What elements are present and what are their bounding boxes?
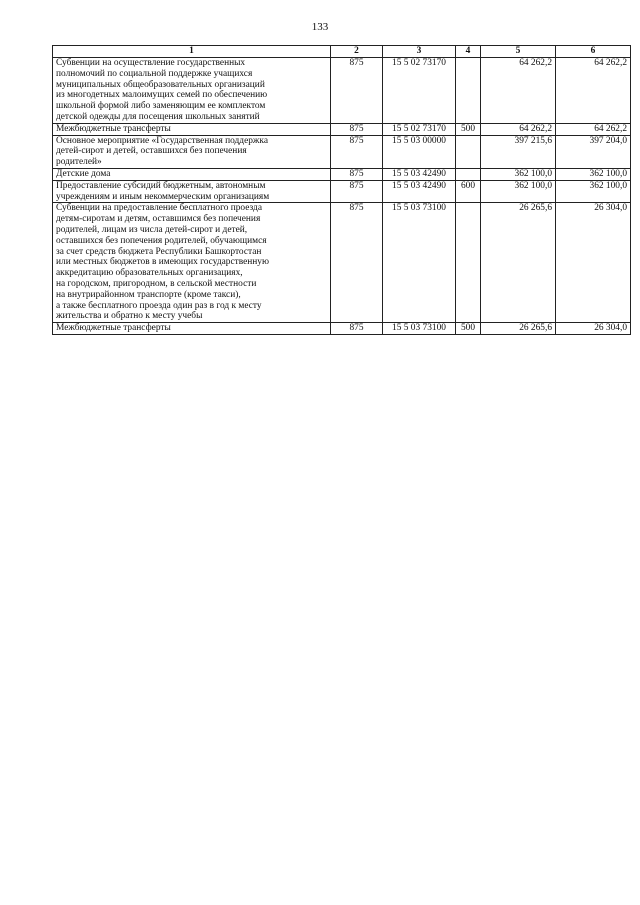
expense-type: 600	[456, 180, 481, 203]
amount-year-2: 64 262,2	[556, 58, 631, 124]
row-name-line: муниципальных общеобразовательных организаций	[56, 79, 265, 90]
row-name-line: школьной формой либо заменяющим ее комплектом	[56, 101, 266, 112]
row-name-line: учреждениям и иным некоммерческим организациям	[56, 191, 270, 202]
amount-year-1: 26 265,6	[481, 203, 556, 323]
row-name-line: Основное мероприятие «Государственная поддержка	[56, 135, 268, 146]
row-name	[53, 168, 331, 180]
header-cell: 5	[481, 46, 556, 58]
row-name-line: на городском, пригородном, в сельской местности	[56, 278, 257, 289]
row-name-line: из многодетных малоимущих семей по обеспечению	[56, 90, 268, 101]
ministry-code: 875	[331, 323, 383, 335]
row-name-line: Предоставление субсидий бюджетным, автономным	[56, 180, 266, 191]
ministry-code: 875	[331, 135, 383, 168]
expense-type	[456, 135, 481, 168]
article-code: 15 5 03 73100	[383, 323, 456, 335]
header-cell: 4	[456, 46, 481, 58]
expense-type	[456, 203, 481, 323]
table-row	[53, 168, 631, 180]
header-cell: 3	[383, 46, 456, 58]
row-name	[53, 135, 331, 168]
amount-year-1: 26 265,6	[481, 323, 556, 335]
row-name-line: Субвенции на осуществление государственных	[56, 58, 246, 68]
amount-year-1: 64 262,2	[481, 123, 556, 135]
amount-year-2: 362 100,0	[556, 180, 631, 203]
row-name-line: полномочий по социальной поддержке учащихся	[56, 68, 253, 79]
ministry-code: 875	[331, 58, 383, 124]
page-number: 133	[311, 21, 329, 33]
expense-type: 500	[456, 123, 481, 135]
amount-year-1: 362 100,0	[481, 168, 556, 180]
row-name	[53, 323, 331, 335]
header-row	[53, 46, 631, 58]
ministry-code: 875	[331, 123, 383, 135]
row-name	[53, 203, 331, 323]
row-name-line: Межбюджетные трансферты	[56, 323, 171, 334]
row-name-line: детской одежды для посещения школьных занятий	[56, 111, 260, 122]
row-name-line: на внутрирайонном транспорте (кроме такси),	[56, 289, 241, 300]
row-name-line: родителей»	[56, 157, 102, 168]
row-name-line: Детские дома	[56, 168, 111, 179]
amount-year-1: 64 262,2	[481, 58, 556, 124]
row-name	[53, 180, 331, 203]
table-body	[53, 58, 631, 335]
row-name-line: жительства и обратно к месту учебы	[56, 311, 203, 322]
row-name-line: а также бесплатного проезда один раз в год к месту	[56, 300, 262, 311]
article-code: 15 5 03 42490	[383, 168, 456, 180]
row-name-line: аккредитацию образовательных организациях,	[56, 268, 243, 279]
row-name-line: родителей, лицам из числа детей-сирот и детей,	[56, 224, 248, 235]
expense-type	[456, 168, 481, 180]
row-name-line: оставшихся без попечения родителей, обучающимся	[56, 235, 267, 246]
row-name-line: детям-сиротам и детям, оставшимся без попечения	[56, 214, 261, 225]
header-cell: 6	[556, 46, 631, 58]
header-cell: 1	[53, 46, 331, 58]
table-row	[53, 58, 631, 124]
table-row	[53, 180, 631, 203]
expense-type: 500	[456, 323, 481, 335]
ministry-code: 875	[331, 180, 383, 203]
row-name-line: детей-сирот и детей, оставшихся без попечения	[56, 146, 247, 157]
article-code: 15 5 02 73170	[383, 58, 456, 124]
ministry-code: 875	[331, 203, 383, 323]
article-code: 15 5 03 00000	[383, 135, 456, 168]
row-name-line: за счет средств бюджета Республики Башкортостан	[56, 246, 262, 257]
article-code: 15 5 03 42490	[383, 180, 456, 203]
row-name	[53, 123, 331, 135]
row-name	[53, 58, 331, 124]
budget-table	[52, 45, 631, 335]
amount-year-1: 397 215,6	[481, 135, 556, 168]
amount-year-2: 26 304,0	[556, 323, 631, 335]
table-row	[53, 123, 631, 135]
amount-year-2: 362 100,0	[556, 168, 631, 180]
row-name-line: или местных бюджетов в имеющих государственную	[56, 257, 269, 268]
amount-year-1: 362 100,0	[481, 180, 556, 203]
row-name-line: Межбюджетные трансферты	[56, 123, 171, 134]
ministry-code: 875	[331, 168, 383, 180]
table-row	[53, 135, 631, 168]
table-row	[53, 203, 631, 323]
amount-year-2: 397 204,0	[556, 135, 631, 168]
table-row	[53, 323, 631, 335]
article-code: 15 5 03 73100	[383, 203, 456, 323]
amount-year-2: 64 262,2	[556, 123, 631, 135]
expense-type	[456, 58, 481, 124]
article-code: 15 5 02 73170	[383, 123, 456, 135]
row-name-line: Субвенции на предоставление бесплатного проезда	[56, 203, 262, 214]
amount-year-2: 26 304,0	[556, 203, 631, 323]
header-cell: 2	[331, 46, 383, 58]
